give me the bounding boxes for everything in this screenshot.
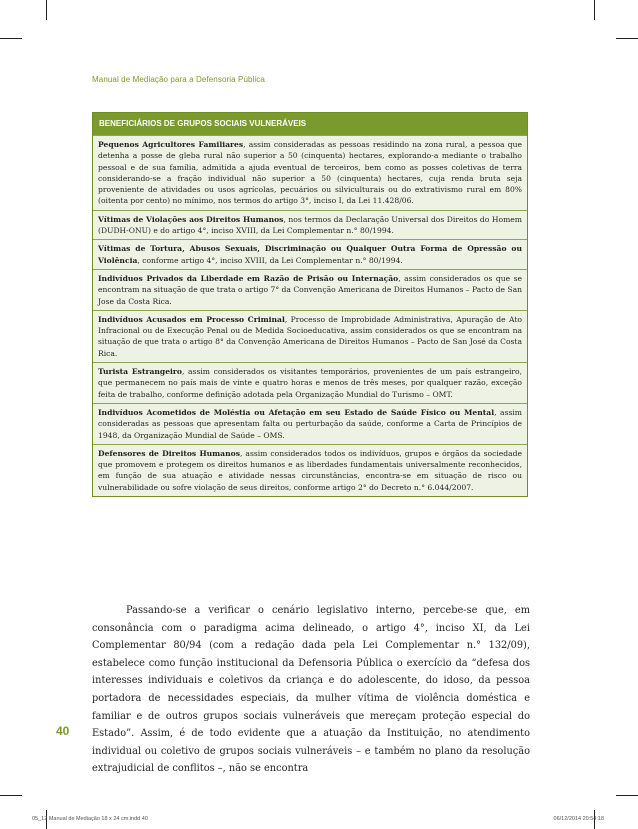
row-text: , nos termos da Declaração Universal dos Direitos do Homem (DUDH-ONU) e do artigo 4°, inciso XVIII, da Lei Complementar n.° 80/1994. xyxy=(98,214,522,236)
row-text: , assim consideradas as pessoas que apresentam falta ou perturbação da saúde, conforme a Carta de Princípios de 1948, da Organização Mundial de Saúde – OMS. xyxy=(98,407,523,440)
body-text xyxy=(92,602,530,778)
table-row xyxy=(93,310,527,362)
crop-mark xyxy=(46,0,47,20)
row-term: Indivíduos Privados da Liberdade em Razão de Prisão ou Internação xyxy=(98,273,399,283)
beneficiaries-table xyxy=(92,112,528,497)
table-row xyxy=(93,403,527,444)
row-text: , assim consideradas as pessoas residindo na zona rural, a pessoa que detenha a posse de gleba rural não superior a 50 (cinquenta) hectares, explorando-a mediante o trabalho pessoal e de sua família, admitida a ajuda eventual de terceiros, bem como as posses coletivas de terra considerando-se a fração individual não superior a 50 (cinquenta) hectares, cuja renda bruta seja proveniente de atividades ou usos agrícolas, pecuários ou silviculturais ou do extrativismo rural em 80% (oitenta por cento) no mínimo, nos termos do artigo 3°, inciso I, da Lei 11.428/06. xyxy=(98,140,523,206)
page-number: 40 xyxy=(56,724,70,738)
row-text: , conforme artigo 4°, inciso XVIII, da Lei Complementar n.° 80/1994. xyxy=(137,255,403,265)
row-term: Defensores de Direitos Humanos xyxy=(98,448,240,458)
row-text: , assim considerados os visitantes temporários, provenientes de um país estrangeiro, que permanecem no país mais de vinte e quatro horas e menos de três meses, por qualquer razão, exceção feita de trabalho, conforme definição adotada pela Organização Mundial do Turismo – OMT. xyxy=(98,367,522,399)
body-paragraph: Passando-se a verificar o cenário legislativo interno, percebe-se que, em consonância com o paradigma acima delineado, o artigo 4°, inciso XI, da Lei Complementar 80/94 (com a redação dada pela Lei Complementar n.° 132/09), estabelece como função institucional da Defensoria Pública o exercício da “defesa dos interesses individuais e coletivos da criança e do adolescente, do idoso, da pessoa portadora de necessidades especiais, da mulher vítima de violência doméstica e familiar e de outros grupos sociais vulneráveis que mereçam proteção especial do Estado”. Assim, é de todo evidente que a atuação da Instituição, no atendimento individual ou coletivo de grupos sociais vulneráveis – e também no plano da resolução extrajudicial de conflitos –, não se encontra xyxy=(92,605,530,775)
crop-mark xyxy=(0,38,22,39)
row-term: Vítimas de Violações aos Direitos Humanos xyxy=(98,214,284,224)
crop-mark xyxy=(594,0,595,20)
crop-mark xyxy=(616,38,638,39)
table-title: BENEFICIÁRIOS DE GRUPOS SOCIAIS VULNERÁVEIS xyxy=(93,113,527,135)
table-row xyxy=(93,269,527,310)
footer-file-info: 05_12 Manual de Mediação 18 x 24 cm.indd 40 xyxy=(32,816,148,822)
footer-date: 06/12/2014 20:54:18 xyxy=(553,816,604,822)
row-term: Pequenos Agricultores Familiares xyxy=(98,140,244,149)
crop-mark xyxy=(616,795,638,796)
table-row xyxy=(93,210,527,240)
table-row xyxy=(93,444,527,496)
row-text: , Processo de Improbidade Administrativa, Apuração de Ato Infracional ou de Execução Penal ou de Medida Socioeducativa, assim considerados os que se encontram na situação de que trata o artigo 8° da Convenção Americana de Direitos Humanos – Pacto de San José da Costa Rica. xyxy=(98,314,522,358)
row-text: , assim considerados todos os indivíduos, grupos e órgãos da sociedade que promovem e protegem os direitos humanos e as liberdades fundamentais universalmente reconhecidos, em função de sua atuação e atividade nessas circunstâncias, encontra-se em situação de risco ou vulnerabilidade ou sofre violação de seus direitos, conforme artigo 2° do Decreto n.° 6.044/2007. xyxy=(98,448,522,492)
row-term: Vítimas de Tortura, Abusos Sexuais, Discriminação ou Qualquer Outra Forma de Opressão ou Violência xyxy=(98,244,522,265)
table-row xyxy=(93,239,527,269)
row-term: Indivíduos Acometidos de Moléstia ou Afetação em seu Estado de Saúde Físico ou Mental xyxy=(98,407,495,417)
table-row xyxy=(93,135,527,210)
row-term: Indivíduos Acusados em Processo Criminal xyxy=(98,314,285,324)
table-row xyxy=(93,362,527,403)
crop-mark xyxy=(0,795,22,796)
row-text: , assim considerados os que se encontram na situação de que trata o artigo 7° da Convenção Americana de Direitos Humanos – Pacto de San Jose da Costa Rica. xyxy=(98,273,522,306)
running-header: Manual de Mediação para a Defensoria Pública xyxy=(92,75,265,84)
row-term: Turista Estrangeiro xyxy=(98,367,182,377)
